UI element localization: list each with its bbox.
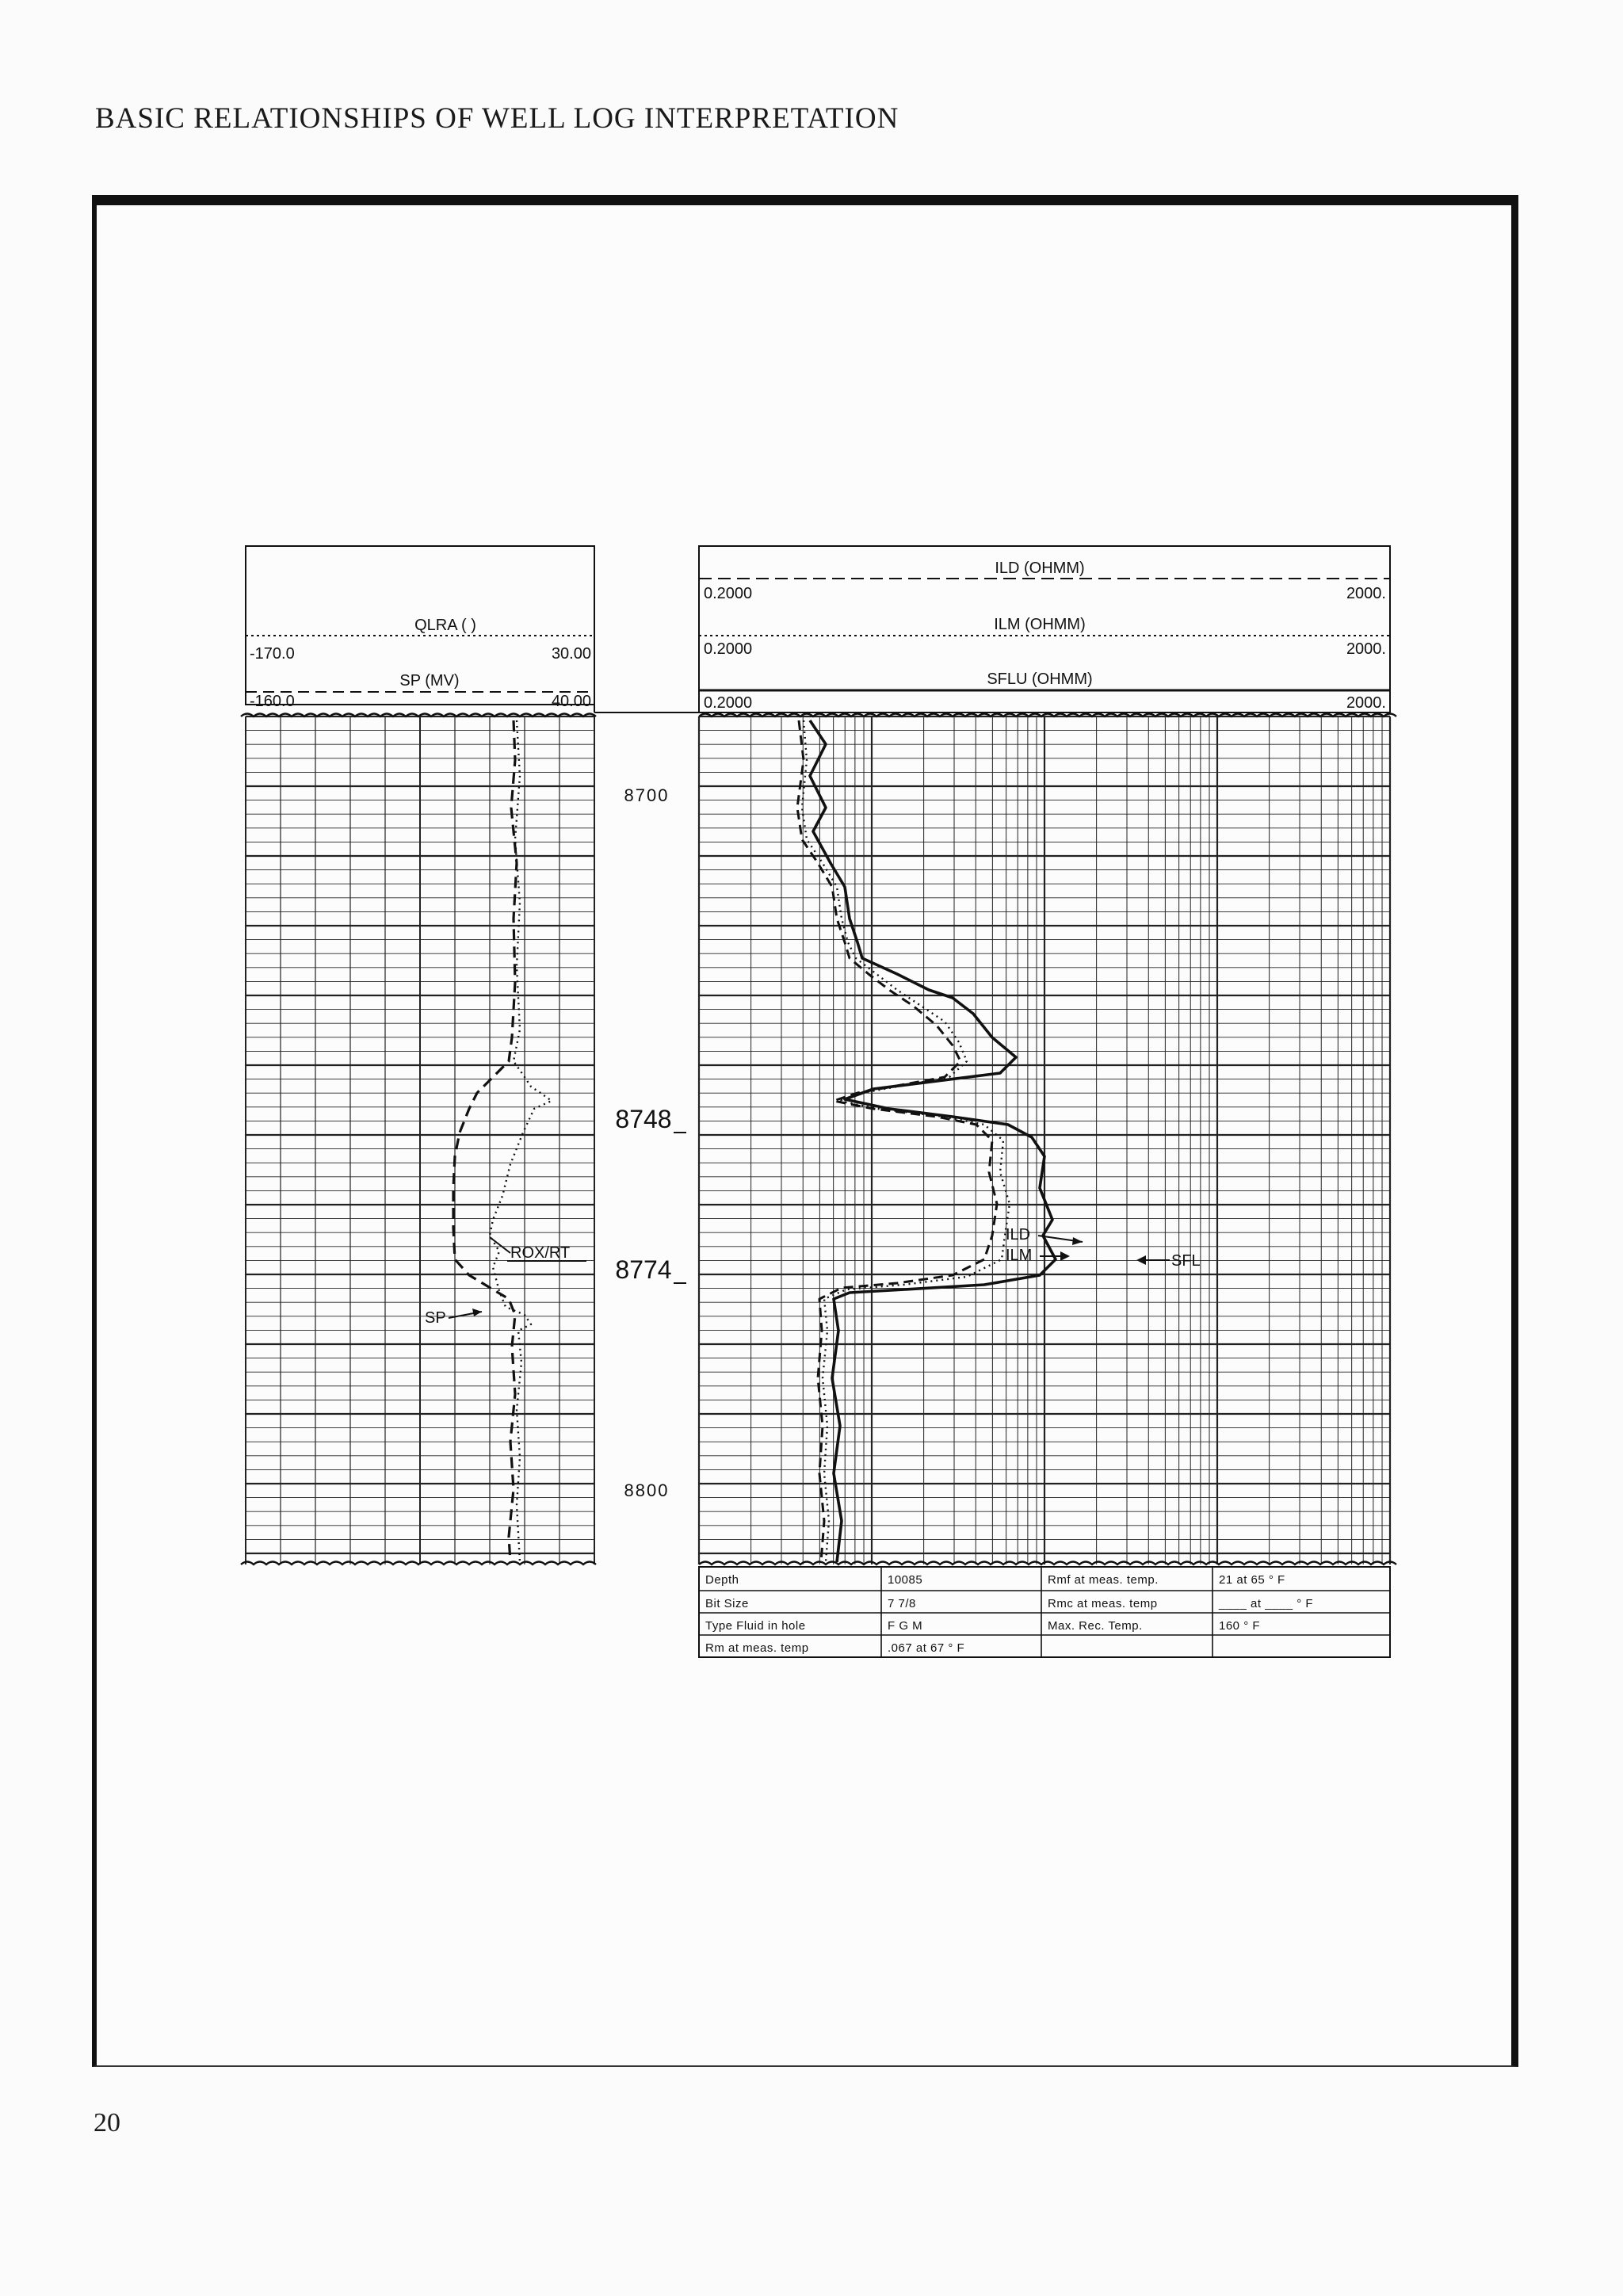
well-info-table bbox=[699, 1567, 1390, 1657]
sflu-min: 0.2000 bbox=[704, 694, 753, 712]
info-table-cell: Max. Rec. Temp. bbox=[1048, 1619, 1143, 1633]
annotation-ild: ILD bbox=[1006, 1226, 1031, 1244]
depth-label-8748: 8748 bbox=[615, 1105, 672, 1133]
ilm-max: 2000. bbox=[1346, 640, 1386, 658]
sp-min: -160.0 bbox=[250, 693, 295, 710]
sflu-max: 2000. bbox=[1346, 694, 1386, 712]
ild-min: 0.2000 bbox=[704, 585, 753, 602]
qlra-label: QLRA ( ) bbox=[414, 617, 476, 634]
info-table-cell: Rm at meas. temp bbox=[705, 1641, 809, 1655]
annotation-sfl: SFL bbox=[1171, 1252, 1201, 1270]
ild-curve bbox=[797, 720, 997, 1562]
info-table-cell: 160 ° F bbox=[1219, 1619, 1261, 1633]
annotation-ilm: ILM bbox=[1006, 1247, 1033, 1264]
ilm-label: ILM (OHMM) bbox=[994, 616, 1086, 633]
sp-curve bbox=[453, 720, 517, 1562]
info-table-cell: 10085 bbox=[888, 1573, 923, 1587]
info-table-cell: Type Fluid in hole bbox=[705, 1619, 806, 1633]
annotation-rox-rt: ROX/RT bbox=[510, 1244, 571, 1262]
ilm-arrowhead bbox=[1060, 1251, 1070, 1261]
ild-label: ILD (OHMM) bbox=[995, 560, 1085, 577]
wavy-break-line bbox=[699, 1562, 1396, 1565]
sfl-arrowhead bbox=[1136, 1255, 1146, 1265]
figure-frame bbox=[92, 195, 1518, 2067]
ild-max: 2000. bbox=[1346, 585, 1386, 602]
sflu-curve bbox=[810, 720, 1056, 1562]
page-header: BASIC RELATIONSHIPS OF WELL LOG INTERPRETATION bbox=[95, 102, 899, 135]
ilm-min: 0.2000 bbox=[704, 640, 753, 658]
info-table-cell: F G M bbox=[888, 1619, 923, 1633]
depth-label-8800: 8800 bbox=[624, 1480, 670, 1500]
info-table-cell: Depth bbox=[705, 1573, 739, 1587]
sp-arrowhead bbox=[472, 1308, 482, 1316]
page-number: 20 bbox=[94, 2108, 120, 2137]
sflu-label: SFLU (OHMM) bbox=[987, 670, 1093, 688]
well-log-chart bbox=[97, 205, 1511, 2065]
qlra-min: -170.0 bbox=[250, 645, 295, 663]
qlra-max: 30.00 bbox=[551, 645, 591, 663]
wavy-break-line bbox=[241, 1562, 596, 1565]
depth-label-8774: 8774 bbox=[615, 1255, 672, 1284]
info-table-cell: ____ at ____ ° F bbox=[1219, 1597, 1314, 1610]
left-track-grid bbox=[246, 716, 594, 1564]
qlra-curve bbox=[490, 720, 552, 1562]
info-table-cell: 7 7/8 bbox=[888, 1597, 916, 1610]
right-track-grid bbox=[699, 716, 1390, 1564]
rox-rt-pointer bbox=[490, 1237, 510, 1253]
info-table-cell: Rmc at meas. temp bbox=[1048, 1597, 1158, 1610]
depth-label-8700: 8700 bbox=[624, 785, 670, 805]
info-table-cell: Bit Size bbox=[705, 1597, 749, 1610]
info-table-cell: 21 at 65 ° F bbox=[1219, 1573, 1285, 1587]
sp-max: 40.00 bbox=[551, 693, 591, 710]
annotation-sp: SP bbox=[425, 1309, 446, 1327]
info-table-cell: Rmf at meas. temp. bbox=[1048, 1573, 1159, 1587]
sp-label: SP (MV) bbox=[399, 672, 460, 690]
info-table-cell: .067 at 67 ° F bbox=[888, 1641, 965, 1655]
log-curves bbox=[453, 720, 1056, 1562]
